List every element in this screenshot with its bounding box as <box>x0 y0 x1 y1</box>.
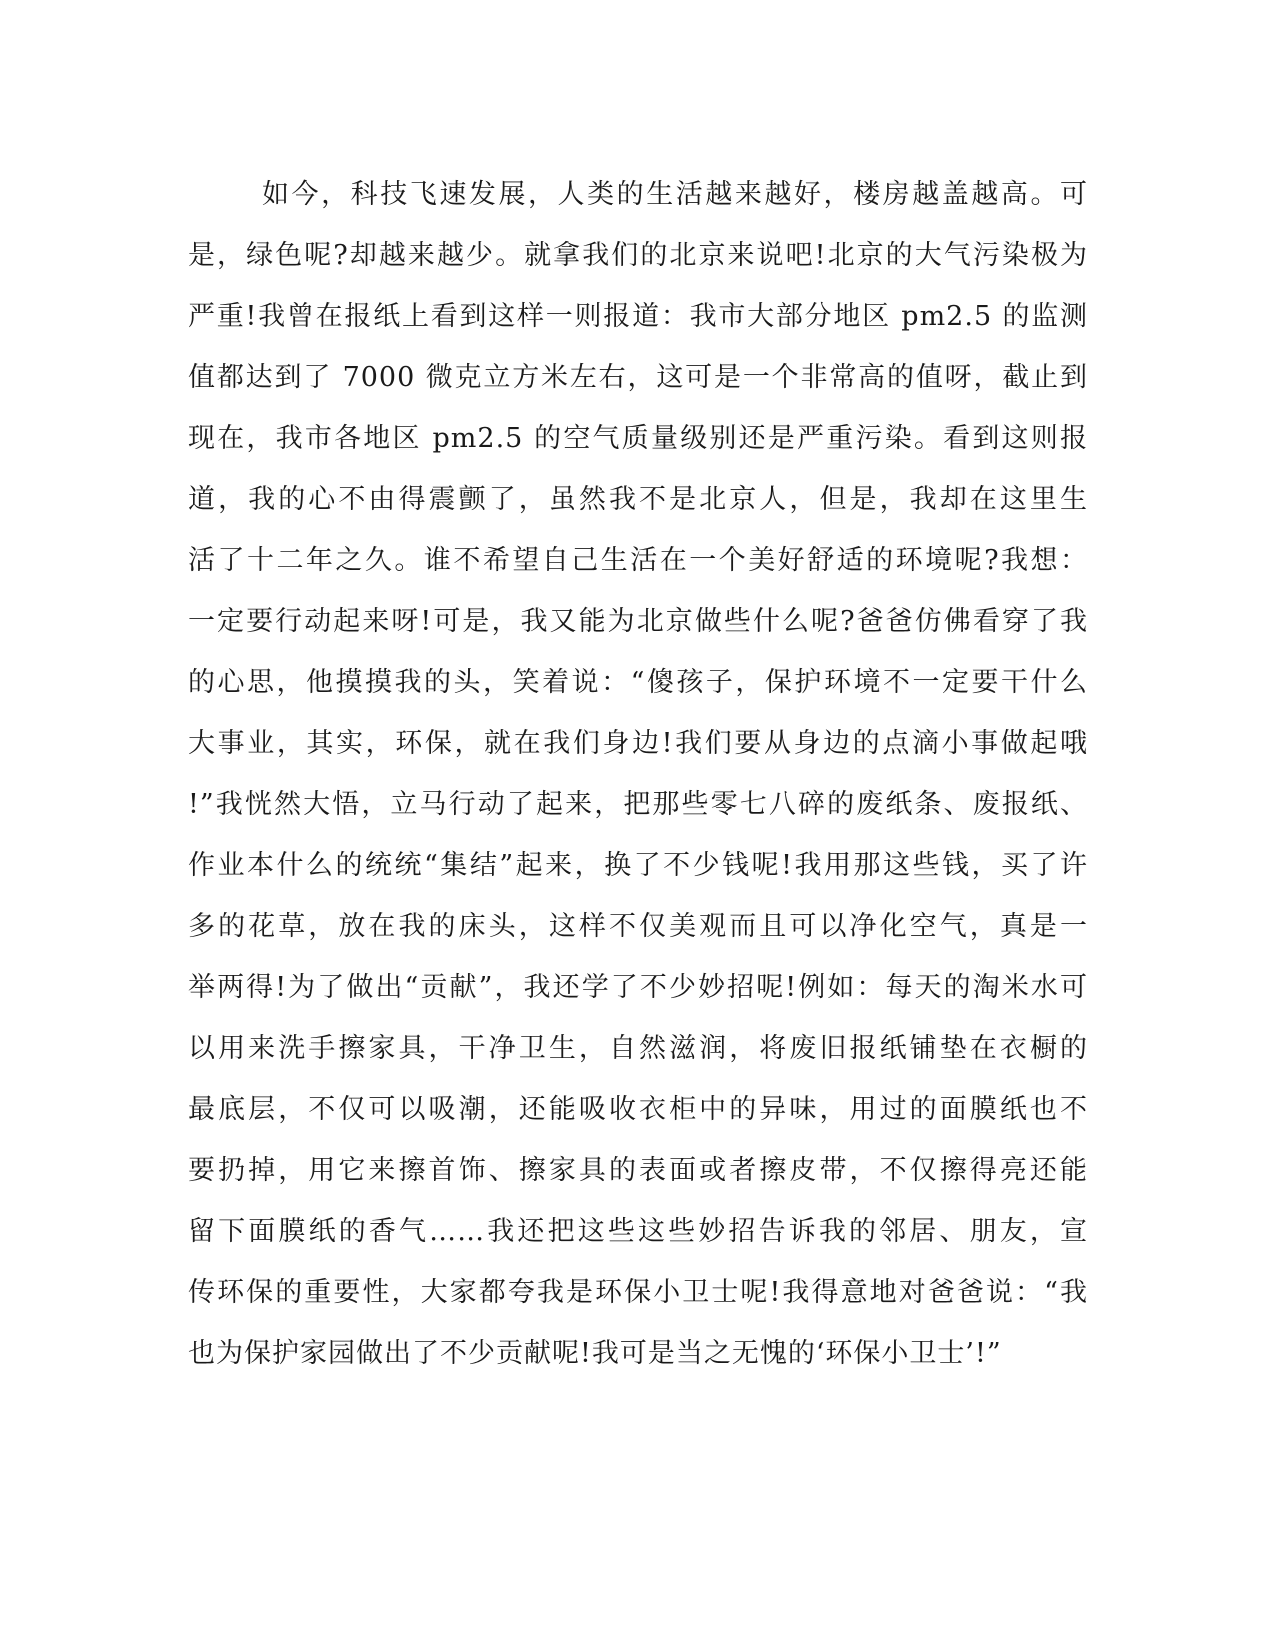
essay-paragraph <box>188 164 1088 1384</box>
paragraph-line: 是，绿色呢?却越来越少。就拿我们的北京来说吧!北京的大气污染极为 <box>188 240 1088 271</box>
paragraph-line: 值都达到了 7000 微克立方米左右，这可是一个非常高的值呀，截止到 <box>188 362 1088 393</box>
paragraph-line: 多的花草，放在我的床头，这样不仅美观而且可以净化空气，真是一 <box>188 911 1088 942</box>
paragraph-line: 留下面膜纸的香气……我还把这些这些妙招告诉我的邻居、朋友，宣 <box>188 1216 1088 1247</box>
paragraph-line: 以用来洗手擦家具，干净卫生，自然滋润，将废旧报纸铺垫在衣橱的 <box>188 1033 1088 1064</box>
paragraph-line: 的心思，他摸摸我的头，笑着说：“傻孩子，保护环境不一定要干什么 <box>188 667 1088 698</box>
paragraph-line: 道，我的心不由得震颤了，虽然我不是北京人，但是，我却在这里生 <box>188 484 1088 515</box>
paragraph-line: 传环保的重要性，大家都夸我是环保小卫士呢!我得意地对爸爸说：“我 <box>188 1277 1088 1308</box>
paragraph-line: 活了十二年之久。谁不希望自己生活在一个美好舒适的环境呢?我想： <box>188 545 1088 576</box>
paragraph-line: 严重!我曾在报纸上看到这样一则报道：我市大部分地区 pm2.5 的监测 <box>188 301 1088 332</box>
paragraph-line: 最底层，不仅可以吸潮，还能吸收衣柜中的异味，用过的面膜纸也不 <box>188 1094 1088 1125</box>
paragraph-line: 大事业，其实，环保，就在我们身边!我们要从身边的点滴小事做起哦 <box>188 728 1088 759</box>
paragraph-line: 如今，科技飞速发展，人类的生活越来越好，楼房越盖越高。可 <box>262 179 1088 210</box>
paragraph-line: 现在，我市各地区 pm2.5 的空气质量级别还是严重污染。看到这则报 <box>188 423 1088 454</box>
paragraph-line: 要扔掉，用它来擦首饰、擦家具的表面或者擦皮带，不仅擦得亮还能 <box>188 1155 1088 1186</box>
paragraph-line: 作业本什么的统统“集结”起来，换了不少钱呢!我用那这些钱，买了许 <box>188 850 1088 881</box>
paragraph-line: 也为保护家园做出了不少贡献呢!我可是当之无愧的‘环保小卫士’!” <box>188 1338 1002 1369</box>
paragraph-line: 一定要行动起来呀!可是，我又能为北京做些什么呢?爸爸仿佛看穿了我 <box>188 606 1088 637</box>
paragraph-line: !”我恍然大悟，立马行动了起来，把那些零七八碎的废纸条、废报纸、 <box>188 789 1088 820</box>
paragraph-line: 举两得!为了做出“贡献”，我还学了不少妙招呢!例如：每天的淘米水可 <box>188 972 1088 1003</box>
